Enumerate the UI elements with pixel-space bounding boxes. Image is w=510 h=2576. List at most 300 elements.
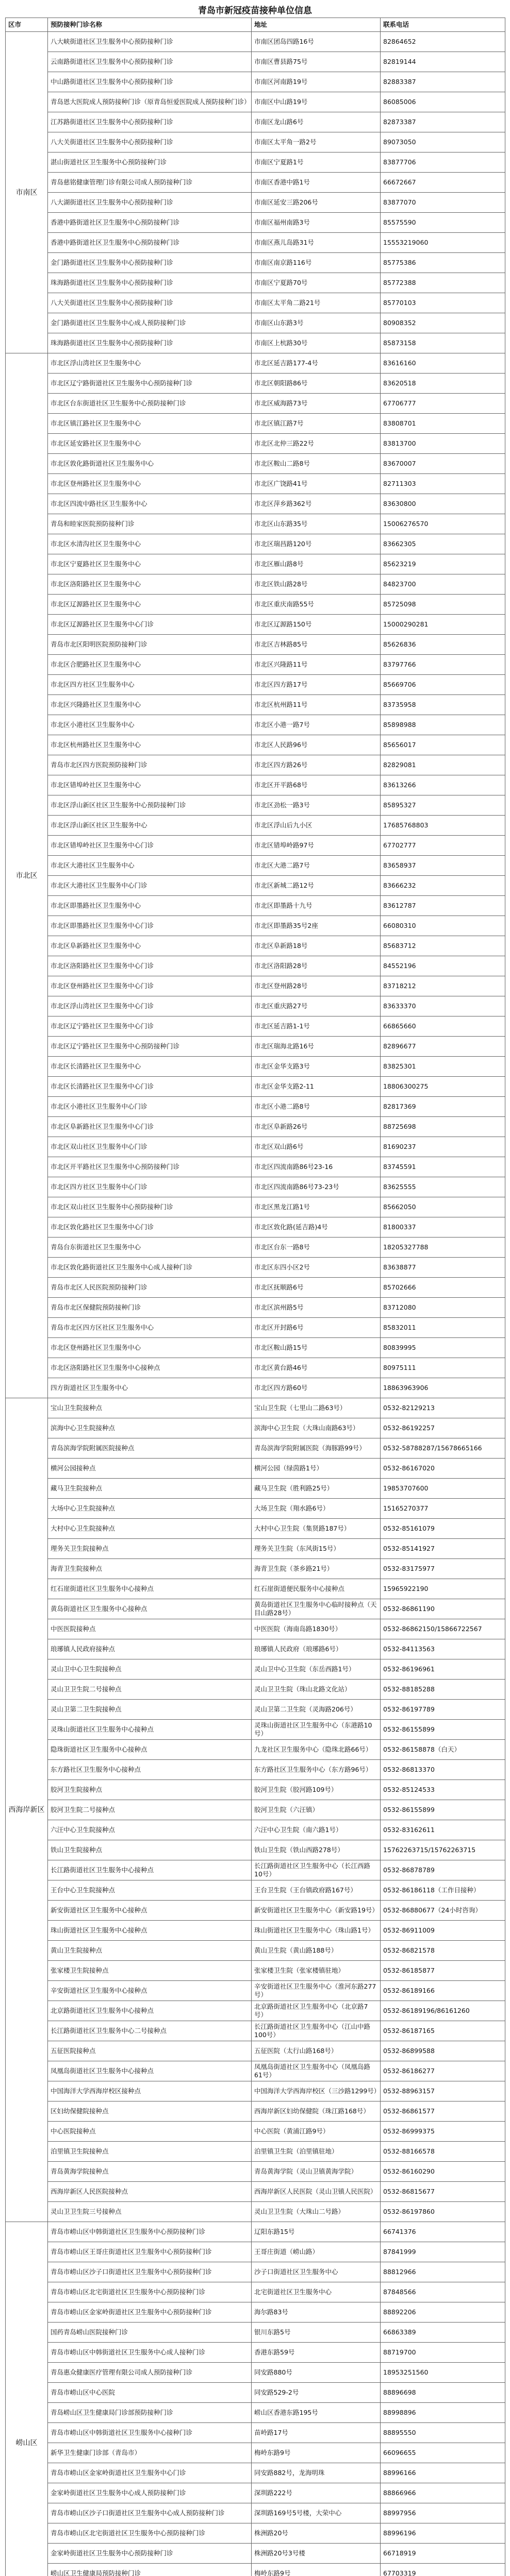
clinic-name-cell: 市北区大港社区卫生服务中心 <box>48 856 252 876</box>
clinic-name-cell: 市北区敦化路街道社区卫生服务中心 <box>48 454 252 474</box>
clinic-name-cell: 大村中心卫生院接种点 <box>48 1519 252 1539</box>
clinic-name-cell: 市北区小港社区卫生服务中心 <box>48 715 252 735</box>
address-cell: 梅岭东路9号 <box>252 2443 381 2463</box>
table-row <box>6 775 505 795</box>
table-row <box>6 193 505 213</box>
table-row <box>6 313 505 333</box>
phone-cell: 83712080 <box>381 1298 505 1318</box>
table-row <box>6 816 505 836</box>
clinic-name-cell: 市北区长清路社区卫生服务中心门诊 <box>48 1077 252 1097</box>
clinic-name-cell: 青岛市崂山区中韩街道社区卫生服务中心接种门诊 <box>48 2423 252 2443</box>
table-row <box>6 1438 505 1459</box>
table-row <box>6 32 505 52</box>
phone-cell: 83633370 <box>381 996 505 1016</box>
address-cell: 市北区浮山后九小区 <box>252 816 381 836</box>
clinic-name-cell: 市北区辽源路社区卫生服务中心 <box>48 595 252 615</box>
clinic-name-cell: 灵山卫卫生院二号接种点 <box>48 1680 252 1700</box>
address-cell: 市南区燕儿岛路31号 <box>252 233 381 253</box>
table-row <box>6 152 505 173</box>
table-row <box>6 2403 505 2423</box>
clinic-name-cell: 市北区洛阳路社区卫生服务中心门诊 <box>48 956 252 976</box>
table-row <box>6 374 505 394</box>
clinic-name-cell: 海青卫生院接种点 <box>48 1559 252 1579</box>
phone-cell: 18205327788 <box>381 1238 505 1258</box>
address-cell: 灵山卫卫生院（大珠山二号路） <box>252 2202 381 2222</box>
clinic-name-cell: 北京路街道社区卫生服务中心接种点 <box>48 2001 252 2021</box>
table-row <box>6 1258 505 1278</box>
clinic-name-cell: 青岛慈铭健康管理门诊有限公司成人预防接种门诊 <box>48 173 252 193</box>
address-cell: 藏马卫生院（胜利路25号） <box>252 1479 381 1499</box>
table-row <box>6 1619 505 1639</box>
clinic-name-cell: 市北区镇江路社区卫生服务中心 <box>48 414 252 434</box>
table-row <box>6 1659 505 1680</box>
clinic-name-cell: 江苏路街道社区卫生服务中心预防接种门诊 <box>48 112 252 132</box>
phone-cell: 88896698 <box>381 2383 505 2403</box>
table-row <box>6 213 505 233</box>
phone-cell: 86085006 <box>381 92 505 112</box>
phone-cell: 85662050 <box>381 1197 505 1217</box>
phone-cell: 83808701 <box>381 414 505 434</box>
clinic-name-cell: 青岛市崂山区金家岭街道社区卫生服务中心门诊 <box>48 2463 252 2483</box>
clinic-name-cell: 青岛市北区阳明医院预防接种门诊 <box>48 635 252 655</box>
clinic-name-cell: 市北区小港社区卫生服务中心门诊 <box>48 1097 252 1117</box>
address-cell: 市北区抚顺路6号 <box>252 1278 381 1298</box>
phone-cell: 88719700 <box>381 2343 505 2363</box>
phone-cell: 80908352 <box>381 313 505 333</box>
clinic-name-cell: 八大峡街道社区卫生服务中心预防接种门诊 <box>48 32 252 52</box>
address-cell: 中心医院（黄浦江路9号） <box>252 2122 381 2142</box>
address-cell: 铁山卫生院（铁山西路278号） <box>252 1840 381 1860</box>
address-cell: 市北区金华支路3号 <box>252 1057 381 1077</box>
clinic-name-cell: 黄岛街道社区卫生服务中心接种点 <box>48 1599 252 1619</box>
phone-cell: 66865660 <box>381 1016 505 1037</box>
address-cell: 市北区黑龙江路1号 <box>252 1197 381 1217</box>
table-row <box>6 2021 505 2041</box>
clinic-name-cell: 青岛市崂山区王哥庄街道社区卫生服务中心预防接种门诊 <box>48 2242 252 2262</box>
phone-cell: 83797766 <box>381 655 505 675</box>
address-cell: 凤凰岛街道社区卫生服务中心（凤凰岛路61号） <box>252 2061 381 2081</box>
address-cell: 市北区滨州路5号 <box>252 1298 381 1318</box>
table-row <box>6 2423 505 2443</box>
phone-cell: 0532-86160290 <box>381 2162 505 2182</box>
phone-cell: 82883387 <box>381 72 505 92</box>
phone-cell: 89073050 <box>381 132 505 152</box>
phone-cell: 83662305 <box>381 534 505 554</box>
table-row <box>6 996 505 1016</box>
address-cell: 市北区阜新路18号 <box>252 936 381 956</box>
phone-cell: 82829081 <box>381 755 505 775</box>
phone-cell: 0532-86999375 <box>381 2122 505 2142</box>
clinic-name-cell: 八大湖街道社区卫生服务中心预防接种门诊 <box>48 193 252 213</box>
clinic-name-cell: 青岛市崂山区沙子口街道社区卫生服务中心成人预防接种门诊 <box>48 2503 252 2523</box>
clinic-name-cell: 青岛黄海学院接种点 <box>48 2162 252 2182</box>
table-row <box>6 956 505 976</box>
address-cell: 深圳路222号 <box>252 2483 381 2503</box>
table-row <box>6 1961 505 1981</box>
clinic-name-cell: 青岛和睦家医院预防接种门诊 <box>48 514 252 534</box>
clinic-name-cell: 中医医院接种点 <box>48 1619 252 1639</box>
table-row <box>6 2443 505 2463</box>
phone-cell: 88996166 <box>381 2463 505 2483</box>
table-row <box>6 1298 505 1318</box>
phone-cell: 0532-86899588 <box>381 2041 505 2061</box>
address-cell: 市南区太平角一路2号 <box>252 132 381 152</box>
table-row <box>6 494 505 514</box>
clinic-name-cell: 青岛滨海学院附属医院接种点 <box>48 1438 252 1459</box>
phone-cell: 0532-86197789 <box>381 1700 505 1720</box>
address-cell: 市北区开平路68号 <box>252 775 381 795</box>
clinic-name-cell: 隐珠街道社区卫生服务中心接种点 <box>48 1740 252 1760</box>
address-cell: 市北区劲松一路3号 <box>252 795 381 816</box>
table-row <box>6 896 505 916</box>
clinic-name-cell: 市北区浮山新区社区卫生服务中心预防接种门诊 <box>48 795 252 816</box>
phone-cell: 85832011 <box>381 1318 505 1338</box>
address-cell: 长江路街道社区卫生服务中心（江山中路100号） <box>252 2021 381 2041</box>
phone-cell: 0532-86813370 <box>381 1760 505 1780</box>
address-cell: 灵珠山街道社区卫生服务中心（东港路10号） <box>252 1720 381 1740</box>
address-cell: 市北区人民路96号 <box>252 735 381 755</box>
table-row <box>6 655 505 675</box>
clinic-name-cell: 市北区开平路社区卫生服务中心预防接种门诊 <box>48 1157 252 1177</box>
phone-cell: 0532-86880677（24小时咨询） <box>381 1901 505 1921</box>
clinic-name-cell: 金家岭街道社区卫生服务中心预防接种门诊 <box>48 2544 252 2564</box>
clinic-name-cell: 市北区浮山湾社区卫生服务中心门诊 <box>48 996 252 1016</box>
clinic-name-cell: 市北区杭州路社区卫生服务中心 <box>48 735 252 755</box>
clinic-name-cell: 青岛市北区保健院预防接种门诊 <box>48 1298 252 1318</box>
phone-cell: 67702777 <box>381 836 505 856</box>
phone-cell: 85895327 <box>381 795 505 816</box>
phone-cell: 85770103 <box>381 293 505 313</box>
table-row <box>6 2483 505 2503</box>
table-row <box>6 1519 505 1539</box>
address-cell: 海尔路83号 <box>252 2302 381 2323</box>
clinic-name-cell: 胶河卫生院二号接种点 <box>48 1800 252 1820</box>
table-row <box>6 795 505 816</box>
table-row <box>6 2544 505 2564</box>
clinic-name-cell: 国药青岛崂山医院接种门诊 <box>48 2323 252 2343</box>
clinic-name-cell: 市北区错埠岭社区卫生服务中心门诊 <box>48 836 252 856</box>
clinic-name-cell: 八大关街道社区卫生服务中心预防接种门诊 <box>48 293 252 313</box>
address-cell: 灵山卫卫生院（珠山北路文化站） <box>252 1680 381 1700</box>
address-cell: 胶河卫生院（胶河路109号） <box>252 1780 381 1800</box>
clinic-name-cell: 青岛市北区人民医院预防接种门诊 <box>48 1278 252 1298</box>
clinic-name-cell: 滨海中心卫生院接种点 <box>48 1418 252 1438</box>
address-cell: 市北区雁山路8号 <box>252 554 381 574</box>
table-row <box>6 1720 505 1740</box>
phone-cell: 83745591 <box>381 1157 505 1177</box>
address-cell: 横河公园（绿茵路1号） <box>252 1459 381 1479</box>
clinic-name-cell: 珠山街道社区卫生服务中心接种点 <box>48 1921 252 1941</box>
table-row <box>6 353 505 374</box>
address-cell: 市北区兴隆路11号 <box>252 655 381 675</box>
table-row <box>6 2182 505 2202</box>
address-cell: 市北区台东一路8号 <box>252 1238 381 1258</box>
address-cell: 沙子口街道社区卫生服务中心 <box>252 2262 381 2282</box>
table-row <box>6 2503 505 2523</box>
address-cell: 市南区太平角二路21号 <box>252 293 381 313</box>
clinic-name-cell: 市北区水清沟社区卫生服务中心 <box>48 534 252 554</box>
table-row <box>6 1579 505 1599</box>
column-header-address: 地址 <box>252 18 381 32</box>
phone-cell: 18806300275 <box>381 1077 505 1097</box>
address-cell: 市北区铁山路28号 <box>252 574 381 595</box>
table-row <box>6 2302 505 2323</box>
table-row <box>6 876 505 896</box>
table-row <box>6 273 505 293</box>
address-cell: 市南区宁夏路1号 <box>252 152 381 173</box>
table-row <box>6 1760 505 1780</box>
clinic-name-cell: 市北区辽宁路社区卫生服务中心预防接种门诊 <box>48 1037 252 1057</box>
clinic-name-cell: 青岛市崂山区中心医院 <box>48 2383 252 2403</box>
column-header-phone: 联系电话 <box>381 18 505 32</box>
address-cell: 六汪中心卫生院（南六路1号） <box>252 1820 381 1840</box>
phone-cell: 83670007 <box>381 454 505 474</box>
table-row <box>6 675 505 695</box>
phone-cell: 82711303 <box>381 474 505 494</box>
address-cell: 银川东路5号 <box>252 2323 381 2343</box>
table-row <box>6 615 505 635</box>
phone-cell: 0532-82129213 <box>381 1398 505 1418</box>
phone-cell: 0532-86185877 <box>381 1961 505 1981</box>
clinic-name-cell: 崂山区卫生健康局预防接种门诊 <box>48 2564 252 2576</box>
address-cell: 市北区黄台路46号 <box>252 1358 381 1378</box>
table-row <box>6 2041 505 2061</box>
address-cell: 市南区曹县路75号 <box>252 52 381 72</box>
clinic-name-cell: 市北区双山社区卫生服务中心预防接种门诊 <box>48 1197 252 1217</box>
address-cell: 市北区延吉路1-1号 <box>252 1016 381 1037</box>
table-row <box>6 1077 505 1097</box>
phone-cell: 18953251560 <box>381 2363 505 2383</box>
address-cell: 灵山卫中心卫生院（东岳西路1号） <box>252 1659 381 1680</box>
address-cell: 市北区广饶路41号 <box>252 474 381 494</box>
clinic-name-cell: 青岛市北区四方区社区卫生服务中心 <box>48 1318 252 1338</box>
table-row <box>6 1358 505 1378</box>
phone-cell: 88996196 <box>381 2523 505 2544</box>
clinic-name-cell: 黄山卫生院接种点 <box>48 1941 252 1961</box>
table-row <box>6 1780 505 1800</box>
address-cell: 北宅街道社区卫生服务中心 <box>252 2282 381 2302</box>
table-row <box>6 233 505 253</box>
table-row <box>6 1318 505 1338</box>
phone-cell: 0532-86862150/15866722567 <box>381 1619 505 1639</box>
phone-cell: 67706777 <box>381 394 505 414</box>
clinic-name-cell: 区妇幼保健院接种点 <box>48 2102 252 2122</box>
clinic-name-cell: 青岛市崂山区沙子口街道社区卫生服务中心预防接种门诊 <box>48 2262 252 2282</box>
phone-cell: 0532-86186118（工作日接种） <box>381 1880 505 1901</box>
phone-cell: 0532-86861577 <box>381 2102 505 2122</box>
phone-cell: 88812966 <box>381 2262 505 2282</box>
address-cell: 王台卫生院（王台镇政府路167号） <box>252 1880 381 1901</box>
clinic-name-cell: 中山路街道社区卫生服务中心预防接种门诊 <box>48 72 252 92</box>
clinic-name-cell: 市北区兴隆路社区卫生服务中心 <box>48 695 252 715</box>
clinic-name-cell: 市北区错埠岭社区卫生服务中心 <box>48 775 252 795</box>
phone-cell: 88892206 <box>381 2302 505 2323</box>
phone-cell: 85775386 <box>381 253 505 273</box>
address-cell: 同安路880号 <box>252 2363 381 2383</box>
phone-cell: 84823700 <box>381 574 505 595</box>
table-row <box>6 1639 505 1659</box>
phone-cell: 15965922190 <box>381 1579 505 1599</box>
clinic-name-cell: 中心医院接种点 <box>48 2122 252 2142</box>
address-cell: 红石崖街道便民服务中心接种点 <box>252 1579 381 1599</box>
clinic-name-cell: 市北区即墨路社区卫生服务中心门诊 <box>48 916 252 936</box>
address-cell: 长江路街道社区卫生服务中心（长江西路10号） <box>252 1860 381 1880</box>
phone-cell: 82873387 <box>381 112 505 132</box>
table-row <box>6 1740 505 1760</box>
phone-cell: 83625555 <box>381 1177 505 1197</box>
phone-cell: 66672667 <box>381 173 505 193</box>
phone-cell: 88998896 <box>381 2403 505 2423</box>
clinic-name-cell: 新华卫生健康门诊部（青岛市） <box>48 2443 252 2463</box>
clinic-name-cell: 凤凰岛街道社区卫生服务中心接种点 <box>48 2061 252 2081</box>
address-cell: 市北区四流南路86号73-23号 <box>252 1177 381 1197</box>
clinic-name-cell: 五征医院接种点 <box>48 2041 252 2061</box>
phone-cell: 67703319 <box>381 2564 505 2576</box>
table-row <box>6 333 505 353</box>
table-row <box>6 454 505 474</box>
clinic-name-cell: 市北区即墨路社区卫生服务中心 <box>48 896 252 916</box>
address-cell: 市北区四方路17号 <box>252 675 381 695</box>
address-cell: 北京路街道社区卫生服务中心（北京路7号） <box>252 2001 381 2021</box>
table-row <box>6 2122 505 2142</box>
address-cell: 市北区威海路73号 <box>252 394 381 414</box>
phone-cell: 83735958 <box>381 695 505 715</box>
table-row <box>6 1840 505 1860</box>
clinic-name-cell: 市北区登州路社区卫生服务中心 <box>48 1338 252 1358</box>
clinic-name-cell: 新安街道社区卫生服务中心接种点 <box>48 1901 252 1921</box>
address-cell: 市北区即墨路35号2座 <box>252 916 381 936</box>
address-cell: 新安街道社区卫生服务中心（新安路19号） <box>252 1901 381 1921</box>
table-row <box>6 2363 505 2383</box>
address-cell: 海青卫生院（茶乡路21号） <box>252 1559 381 1579</box>
address-cell: 市北区东四小区2号 <box>252 1258 381 1278</box>
clinic-name-cell: 中国海洋大学西海岸校区接种点 <box>48 2081 252 2102</box>
clinic-name-cell: 青岛市崂山区金家岭街道社区卫生服务中心预防接种门诊 <box>48 2302 252 2323</box>
address-cell: 辛安街道社区卫生服务中心（淮河东路277号） <box>252 1981 381 2001</box>
table-row <box>6 574 505 595</box>
phone-cell: 0532-88185288 <box>381 1680 505 1700</box>
address-cell: 九龙社区卫生服务中心（隐珠北路66号） <box>252 1740 381 1760</box>
phone-cell: 82864652 <box>381 32 505 52</box>
phone-cell: 17685768803 <box>381 816 505 836</box>
phone-cell: 0532-85141927 <box>381 1539 505 1559</box>
table-row <box>6 1860 505 1880</box>
table-row <box>6 1539 505 1559</box>
clinic-name-cell: 市北区合肥路社区卫生服务中心 <box>48 655 252 675</box>
phone-cell: 15165270377 <box>381 1499 505 1519</box>
address-cell: 同安路882号，龙海明珠 <box>252 2463 381 2483</box>
address-cell: 市南区福州南路3号 <box>252 213 381 233</box>
phone-cell: 0532-86189196/86161260 <box>381 2001 505 2021</box>
clinic-name-cell: 金门路街道社区卫生服务中心成人预防接种门诊 <box>48 313 252 333</box>
table-row <box>6 1097 505 1117</box>
address-cell: 市北区辽源路150号 <box>252 615 381 635</box>
clinic-name-cell: 大场中心卫生院接种点 <box>48 1499 252 1519</box>
table-row <box>6 2061 505 2081</box>
address-cell: 灵山卫第二卫生院（灵海路206号） <box>252 1700 381 1720</box>
clinic-name-cell: 青岛惠众健康医疗管理有限公司成人预防接种门诊 <box>48 2363 252 2383</box>
phone-cell: 80975111 <box>381 1358 505 1378</box>
address-cell: 市北区即墨路十九号 <box>252 896 381 916</box>
clinic-name-cell: 铁山卫生院接种点 <box>48 1840 252 1860</box>
phone-cell: 83612787 <box>381 896 505 916</box>
table-row <box>6 2323 505 2343</box>
address-cell: 五征医院（太行山路168号） <box>252 2041 381 2061</box>
clinic-name-cell: 湛山街道社区卫生服务中心预防接种门诊 <box>48 152 252 173</box>
phone-cell: 85669706 <box>381 675 505 695</box>
table-row <box>6 434 505 454</box>
phone-cell: 0532-86861190 <box>381 1599 505 1619</box>
address-cell: 市北区四方路60号 <box>252 1378 381 1398</box>
clinic-name-cell: 长江路街道社区卫生服务中心接种点 <box>48 1860 252 1880</box>
table-row <box>6 2202 505 2222</box>
clinic-name-cell: 灵山卫卫生院三号接种点 <box>48 2202 252 2222</box>
phone-cell: 88997956 <box>381 2503 505 2523</box>
address-cell: 市北区金华支路2-11 <box>252 1077 381 1097</box>
address-cell: 泊里镇卫生院（泊里镇驻地） <box>252 2142 381 2162</box>
phone-cell: 87848566 <box>381 2282 505 2302</box>
table-row <box>6 695 505 715</box>
phone-cell: 0532-83162611 <box>381 1820 505 1840</box>
table-row <box>6 936 505 956</box>
table-row <box>6 2282 505 2302</box>
table-row <box>6 1117 505 1137</box>
column-header-region: 区市 <box>6 18 48 32</box>
phone-cell: 0532-83175977 <box>381 1559 505 1579</box>
clinic-name-cell: 青岛台东街道社区卫生服务中心 <box>48 1238 252 1258</box>
table-row <box>6 514 505 534</box>
clinic-name-cell: 市北区长清路社区卫生服务中心 <box>48 1057 252 1077</box>
table-row <box>6 2001 505 2021</box>
address-cell: 同安路529-2号 <box>252 2383 381 2403</box>
table-row <box>6 916 505 936</box>
address-cell: 市北区镇江路7号 <box>252 414 381 434</box>
address-cell: 市北区双山路6号 <box>252 1137 381 1157</box>
phone-cell: 0532-86189166 <box>381 1981 505 2001</box>
clinic-name-cell: 青岛市崂山区中韩街道社区卫生服务中心预防接种门诊 <box>48 2222 252 2242</box>
table-row <box>6 1016 505 1037</box>
phone-cell: 84552196 <box>381 956 505 976</box>
phone-cell: 66741376 <box>381 2222 505 2242</box>
phone-cell: 0532-58788287/15678665166 <box>381 1438 505 1459</box>
address-cell: 市北区瑞昌路120号 <box>252 534 381 554</box>
clinic-name-cell: 东方路社区卫生服务中心接种点 <box>48 1760 252 1780</box>
phone-cell: 0532-86821578 <box>381 1941 505 1961</box>
clinic-name-cell: 市北区延安路社区卫生服务中心 <box>48 434 252 454</box>
clinic-name-cell: 市北区四流中路社区卫生服务中心 <box>48 494 252 514</box>
phone-cell: 0532-85161079 <box>381 1519 505 1539</box>
table-row <box>6 1800 505 1820</box>
clinic-name-cell: 市北区大港社区卫生服务中心门诊 <box>48 876 252 896</box>
phone-cell: 81800337 <box>381 1217 505 1238</box>
clinic-name-cell: 六汪中心卫生院接种点 <box>48 1820 252 1840</box>
phone-cell: 0532-88963157 <box>381 2081 505 2102</box>
address-cell: 市南区上杭路30号 <box>252 333 381 353</box>
phone-cell: 15553219060 <box>381 233 505 253</box>
clinic-name-cell: 宝山卫生院接种点 <box>48 1398 252 1418</box>
address-cell: 黄岛街道社区卫生服务中心临时接种点（天目山路28号） <box>252 1599 381 1619</box>
table-row <box>6 52 505 72</box>
phone-cell: 85575590 <box>381 213 505 233</box>
address-cell: 西海岸新区人民医院（灵山卫镇人民医院） <box>252 2182 381 2202</box>
address-cell: 市北区鞍山路15号 <box>252 1338 381 1358</box>
address-cell: 理务关卫生院（东风街15号） <box>252 1539 381 1559</box>
clinic-name-cell: 市北区宁夏路社区卫生服务中心 <box>48 554 252 574</box>
clinic-name-cell: 长江路街道社区卫生服务中心二号接种点 <box>48 2021 252 2041</box>
clinic-name-cell: 青岛恩大医院成人预防接种门诊（原青岛恒爱医院成人预防接种门诊） <box>48 92 252 112</box>
phone-cell: 85683712 <box>381 936 505 956</box>
phone-cell: 15000290281 <box>381 615 505 635</box>
